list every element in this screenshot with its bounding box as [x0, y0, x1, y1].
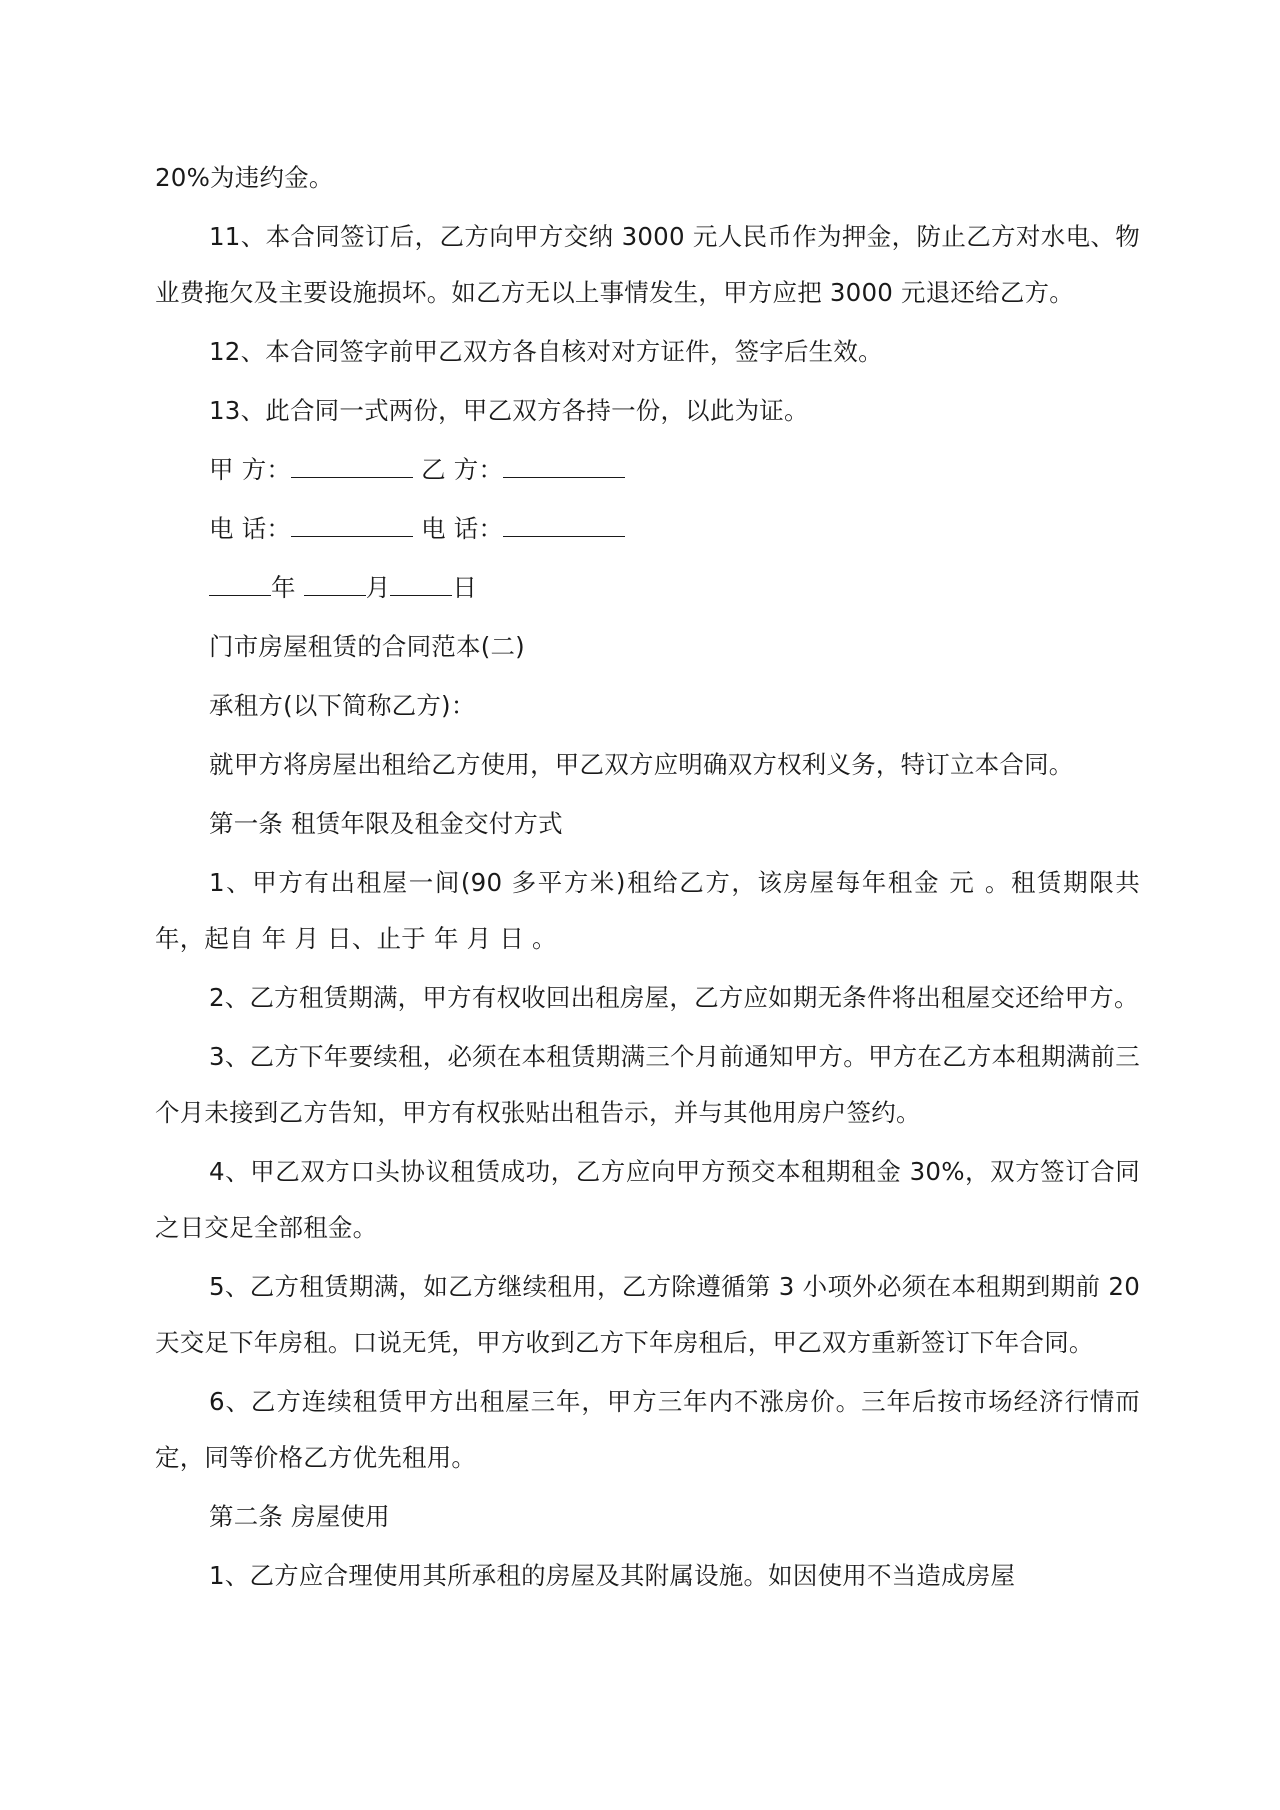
- signature-phone-line: [155, 501, 1140, 557]
- document-page: [155, 150, 1140, 1607]
- year-label: 年: [271, 573, 296, 602]
- phone-b-blank: [503, 506, 625, 537]
- day-label: 日: [452, 573, 478, 602]
- section-title: 门市房屋租赁的合同范本(二): [209, 632, 525, 661]
- signature-party-line: [155, 442, 1140, 498]
- month-blank: [304, 565, 366, 596]
- party-a-blank: [291, 447, 413, 478]
- article-1-item-1: 1、甲方有出租屋一间(90 多平方米)租给乙方，该房屋每年租金 元 。租赁期限共 年，起自 年 月 日、止于 年 月 日 。: [155, 868, 1140, 953]
- article-1-item-5: 5、乙方租赁期满，如乙方继续租用，乙方除遵循第 3 小项外必须在本租期到期前 20 天交足下年房租。口说无凭，甲方收到乙方下年房租后，甲乙双方重新签订下年合同。: [155, 1272, 1140, 1357]
- phone-a-label: 电 话：: [209, 514, 292, 543]
- phone-a-blank: [291, 506, 413, 537]
- party-b-blank: [503, 447, 625, 478]
- preamble: 就甲方将房屋出租给乙方使用，甲乙双方应明确双方权利义务，特订立本合同。: [209, 750, 1074, 779]
- article-1-item-3: 3、乙方下年要续租，必须在本租赁期满三个月前通知甲方。甲方在乙方本租期满前三个月未接到乙方告知，甲方有权张贴出租告示，并与其他用房户签约。: [155, 1042, 1140, 1127]
- party-a-label: 甲 方：: [209, 455, 292, 484]
- article-1-item-2: 2、乙方租赁期满，甲方有权收回出租房屋，乙方应如期无条件将出租屋交还给甲方。: [209, 983, 1139, 1012]
- article-2-heading: 第二条 房屋使用: [209, 1502, 390, 1531]
- day-blank: [390, 565, 452, 596]
- year-blank: [209, 565, 271, 596]
- paragraph: 20%为违约金。: [155, 163, 334, 192]
- article-1-item-6: 6、乙方连续租赁甲方出租屋三年，甲方三年内不涨房价。三年后按市场经济行情而定，同等价格乙方优先租用。: [155, 1387, 1140, 1472]
- clause-11: 11、本合同签订后，乙方向甲方交纳 3000 元人民币作为押金，防止乙方对水电、物业费拖欠及主要设施损坏。如乙方无以上事情发生，甲方应把 3000 元退还给乙方。: [155, 222, 1140, 307]
- month-label: 月: [365, 573, 391, 602]
- article-1-heading: 第一条 租赁年限及租金交付方式: [209, 809, 563, 838]
- clause-13: 13、此合同一式两份，甲乙双方各持一份，以此为证。: [209, 396, 809, 425]
- lessee-line: 承租方(以下简称乙方)：: [209, 691, 476, 720]
- article-1-item-4: 4、甲乙双方口头协议租赁成功，乙方应向甲方预交本租期租金 30%，双方签订合同之日交足全部租金。: [155, 1157, 1140, 1242]
- party-b-label: 乙 方：: [413, 455, 504, 484]
- phone-b-label: 电 话：: [413, 514, 504, 543]
- signature-date-line: [155, 560, 1140, 616]
- clause-12: 12、本合同签字前甲乙双方各自核对对方证件，签字后生效。: [209, 337, 883, 366]
- article-2-item-1: 1、乙方应合理使用其所承租的房屋及其附属设施。如因使用不当造成房屋: [209, 1561, 1016, 1590]
